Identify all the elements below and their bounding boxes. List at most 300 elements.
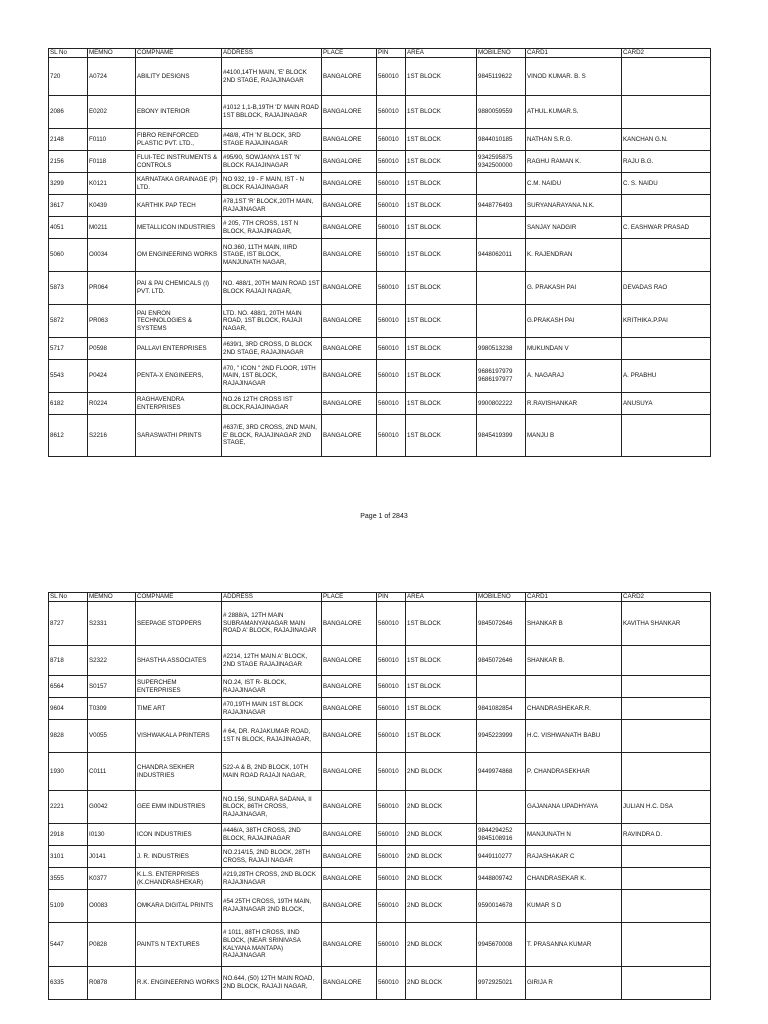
memno-cell: R0224 [88,393,136,415]
col-header-slno: SL No [49,593,88,602]
col-header-address: ADDRESS [222,49,322,58]
sl-no-cell: 3555 [49,868,88,890]
card2-cell: RAJU B.G. [622,151,711,173]
col-header-mobileno: MOBILENO [477,49,526,58]
pin-cell: 560010 [377,923,406,967]
memno-cell: G0042 [88,791,136,824]
card1-cell: H.C. VISHWANATH BABU [526,720,622,753]
mobileno-cell: 9980513238 [477,338,526,360]
compname-cell: KARTHIK PAP TECH [136,195,222,217]
card1-cell: RAJASHAKAR C [526,846,622,868]
area-cell: 2ND BLOCK [406,824,477,846]
table-row [49,58,711,96]
memno-cell: K0439 [88,195,136,217]
sl-no-cell: 6335 [49,967,88,1000]
area-cell: 2ND BLOCK [406,753,477,791]
col-header-pin: PIN [377,49,406,58]
compname-cell: SHASTHA ASSOCIATES [136,646,222,676]
place-cell: BANGALORE [322,791,377,824]
card2-cell: DEVADAS RAO [622,272,711,305]
card2-cell: C. S. NAIDU [622,173,711,195]
members-table-page1 [48,48,711,457]
pin-cell: 560010 [377,96,406,129]
area-cell: 1ST BLOCK [406,415,477,457]
place-cell: BANGALORE [322,676,377,698]
area-cell: 1ST BLOCK [406,338,477,360]
address-cell: 522-A & B, 2ND BLOCK, 10TH MAIN ROAD RAJAJI NAGAR, [222,753,322,791]
sl-no-cell: 3101 [49,846,88,868]
pin-cell: 560010 [377,676,406,698]
place-cell: BANGALORE [322,602,377,646]
memno-cell: M0211 [88,217,136,239]
memno-cell: C0111 [88,753,136,791]
area-cell: 1ST BLOCK [406,676,477,698]
memno-cell: S2331 [88,602,136,646]
sl-no-cell: 8727 [49,602,88,646]
mobileno-cell [477,173,526,195]
col-header-card2: CARD2 [622,49,711,58]
place-cell: BANGALORE [322,129,377,151]
address-cell: # 205, 7TH CROSS, 1ST N BLOCK, RAJAJINAGAR, [222,217,322,239]
pin-cell: 560010 [377,173,406,195]
memno-cell: S2216 [88,415,136,457]
address-cell: #639/1, 3RD CROSS, D BLOCK 2ND STAGE, RAJAJINAGAR [222,338,322,360]
pin-cell: 560010 [377,602,406,646]
card2-cell [622,646,711,676]
pin-cell: 560010 [377,151,406,173]
card2-cell [622,890,711,923]
pin-cell: 560010 [377,195,406,217]
card2-cell [622,720,711,753]
mobileno-cell [477,676,526,698]
mobileno-cell: 9342595875 9342500000 [477,151,526,173]
area-cell: 1ST BLOCK [406,129,477,151]
address-cell: #1012 1,1-B,19TH 'D' MAIN ROAD 1ST BBLOCK, RAJAJINAGAR [222,96,322,129]
table-row [49,753,711,791]
card1-cell: RAGHU RAMAN K. [526,151,622,173]
place-cell: BANGALORE [322,720,377,753]
area-cell: 2ND BLOCK [406,967,477,1000]
memno-cell: J0141 [88,846,136,868]
compname-cell: R.K. ENGINEERING WORKS [136,967,222,1000]
table-row [49,338,711,360]
card2-cell: KAVITHA SHANKAR [622,602,711,646]
card1-cell: GAJANANA UPADHYAYA [526,791,622,824]
card2-cell [622,753,711,791]
sl-no-cell: 4051 [49,217,88,239]
card1-cell: CHANDRASHEKAR.R. [526,698,622,720]
card2-cell [622,676,711,698]
area-cell: 2ND BLOCK [406,923,477,967]
area-cell: 1ST BLOCK [406,698,477,720]
mobileno-cell: 9945223999 [477,720,526,753]
mobileno-cell: 9845072646 [477,602,526,646]
table-row [49,151,711,173]
card2-cell: A. PRABHU [622,360,711,393]
card2-cell: KANCHAN G.N. [622,129,711,151]
card2-cell [622,868,711,890]
mobileno-cell [477,791,526,824]
col-header-compname: COMPNAME [136,49,222,58]
address-cell: #78,1ST 'R' BLOCK,20TH MAIN, RAJAJINAGAR [222,195,322,217]
card1-cell: T. PRASANNA KUMAR [526,923,622,967]
col-header-memno: MEMNO [88,49,136,58]
col-header-pin: PIN [377,593,406,602]
pin-cell: 560010 [377,868,406,890]
table-row [49,195,711,217]
card1-cell: R.RAVISHANKAR [526,393,622,415]
memno-cell: S0157 [88,676,136,698]
mobileno-cell: 9844010185 [477,129,526,151]
memno-cell: V0055 [88,720,136,753]
col-header-place: PLACE [322,593,377,602]
address-cell: NO.360, 11TH MAIN, IIIRD STAGE, IST BLOCK, MANJUNATH NAGAR, [222,239,322,272]
sl-no-cell: 5543 [49,360,88,393]
memno-cell: P0828 [88,923,136,967]
memno-cell: PR063 [88,305,136,338]
area-cell: 1ST BLOCK [406,393,477,415]
card1-cell: KUMAR S D [526,890,622,923]
address-cell: #95/90, SOWJANYA 1ST 'N' BLOCK RAJAJINAGAR [222,151,322,173]
compname-cell: J. R. INDUSTRIES [136,846,222,868]
sl-no-cell: 5873 [49,272,88,305]
table-row [49,646,711,676]
memno-cell: F0110 [88,129,136,151]
place-cell: BANGALORE [322,846,377,868]
address-cell: # 1011, 88TH CROSS, IIND BLOCK, (NEAR SRINIVASA KALYANA MANTAPA) RAJAJINAGAR [222,923,322,967]
area-cell: 1ST BLOCK [406,305,477,338]
memno-cell: PR064 [88,272,136,305]
card2-cell [622,195,711,217]
place-cell: BANGALORE [322,967,377,1000]
table-row [49,393,711,415]
pin-cell: 560010 [377,824,406,846]
area-cell: 2ND BLOCK [406,791,477,824]
mobileno-cell: 9449110277 [477,846,526,868]
compname-cell: RAGHAVENDRA ENTERPRISES [136,393,222,415]
card2-cell: KRITHIKA.P.PAI [622,305,711,338]
pin-cell: 560010 [377,791,406,824]
sl-no-cell: 8612 [49,415,88,457]
address-cell: #2214, 12TH MAIN A' BLOCK, 2ND STAGE RAJAJINAGAR [222,646,322,676]
compname-cell: OMKARA DIGITAL PRINTS [136,890,222,923]
table-row [49,923,711,967]
header-row [49,49,711,58]
card1-cell: VINOD KUMAR. B. S [526,58,622,96]
table-row [49,272,711,305]
memno-cell: E0202 [88,96,136,129]
card2-cell: RAVINDRA D. [622,824,711,846]
compname-cell: OM ENGINEERING WORKS [136,239,222,272]
sl-no-cell: 2156 [49,151,88,173]
card1-cell: SHANKAR B. [526,646,622,676]
compname-cell: SARASWATHI PRINTS [136,415,222,457]
mobileno-cell: 9945670008 [477,923,526,967]
table-row [49,698,711,720]
address-cell: #70, " ICON " 2ND FLOOR, 19TH MAIN, 1ST BLOCK, RAJAJINAGAR [222,360,322,393]
compname-cell: FLUI-TEC INSTRUMENTS & CONTROLS [136,151,222,173]
table-row [49,824,711,846]
mobileno-cell [477,272,526,305]
col-header-card1: CARD1 [526,593,622,602]
compname-cell: GEE EMM INDUSTRIES [136,791,222,824]
address-cell: NO 932, 19 - F MAIN, IST - N BLOCK RAJAJINAGAR [222,173,322,195]
compname-cell: KARNATAKA GRAINAGE (P) LTD. [136,173,222,195]
mobileno-cell: 9880059559 [477,96,526,129]
members-table-page2 [48,592,711,1000]
pin-cell: 560010 [377,272,406,305]
table-row [49,129,711,151]
mobileno-cell: 9841082854 [477,698,526,720]
memno-cell: P0598 [88,338,136,360]
area-cell: 1ST BLOCK [406,217,477,239]
table-row [49,96,711,129]
compname-cell: ABILITY DESIGNS [136,58,222,96]
mobileno-cell: 9972925021 [477,967,526,1000]
address-cell: NO.214/15, 2ND BLOCK, 28TH CROSS, RAJAJI NAGAR [222,846,322,868]
memno-cell: K0377 [88,868,136,890]
area-cell: 1ST BLOCK [406,360,477,393]
card2-cell: C. EASHWAR PRASAD [622,217,711,239]
table-row [49,967,711,1000]
card2-cell [622,338,711,360]
sl-no-cell: 1930 [49,753,88,791]
table-row [49,868,711,890]
compname-cell: SEEPAGE STOPPERS [136,602,222,646]
col-header-card2: CARD2 [622,593,711,602]
sl-no-cell: 8718 [49,646,88,676]
pin-cell: 560010 [377,967,406,1000]
compname-cell: PAINTS N TEXTURES [136,923,222,967]
place-cell: BANGALORE [322,415,377,457]
mobileno-cell: 9900802222 [477,393,526,415]
card1-cell: K. RAJENDRAN [526,239,622,272]
sl-no-cell: 5717 [49,338,88,360]
area-cell: 1ST BLOCK [406,646,477,676]
card1-cell: CHANDRASEKAR K. [526,868,622,890]
mobileno-cell: 9449974868 [477,753,526,791]
card2-cell [622,96,711,129]
table-row [49,846,711,868]
address-cell: #70,19TH MAIN 1ST BLOCK RAJAJINAGAR [222,698,322,720]
address-cell: # 64, DR. RAJAKUMAR ROAD, 1ST N BLOCK, RAJAJINAGAR, [222,720,322,753]
mobileno-cell: 9448809742 [477,868,526,890]
memno-cell: A0724 [88,58,136,96]
col-header-compname: COMPNAME [136,593,222,602]
card1-cell: G.PRAKASH PAI [526,305,622,338]
sl-no-cell: 2086 [49,96,88,129]
sl-no-cell: 6182 [49,393,88,415]
compname-cell: PAI ENRON TECHNOLOGIES & SYSTEMS [136,305,222,338]
pin-cell: 560010 [377,646,406,676]
sl-no-cell: 9828 [49,720,88,753]
place-cell: BANGALORE [322,824,377,846]
header-row [49,593,711,602]
compname-cell: PALLAVI ENTERPRISES [136,338,222,360]
col-header-slno: SL No [49,49,88,58]
table-row [49,360,711,393]
card1-cell: A. NAGARAJ [526,360,622,393]
place-cell: BANGALORE [322,868,377,890]
address-cell: #48/8, 4TH 'N' BLOCK, 3RD STAGE RAJAJINAGAR [222,129,322,151]
compname-cell: ICON INDUSTRIES [136,824,222,846]
area-cell: 1ST BLOCK [406,239,477,272]
card1-cell [526,676,622,698]
sl-no-cell: 5060 [49,239,88,272]
compname-cell: TIME ART [136,698,222,720]
mobileno-cell: 9590014678 [477,890,526,923]
compname-cell: SUPERCHEM ENTERPRISES [136,676,222,698]
area-cell: 2ND BLOCK [406,868,477,890]
table-row [49,676,711,698]
place-cell: BANGALORE [322,360,377,393]
pin-cell: 560010 [377,393,406,415]
mobileno-cell: 9845419399 [477,415,526,457]
memno-cell: R0878 [88,967,136,1000]
compname-cell: K.L.S. ENTERPRISES (K.CHANDRASHEKAR) [136,868,222,890]
table-row [49,602,711,646]
memno-cell: K0121 [88,173,136,195]
sl-no-cell: 3299 [49,173,88,195]
memno-cell: T0309 [88,698,136,720]
card1-cell: MANJUNATH N [526,824,622,846]
memno-cell: S2322 [88,646,136,676]
place-cell: BANGALORE [322,239,377,272]
card2-cell [622,698,711,720]
card1-cell: P. CHANDRASEKHAR [526,753,622,791]
place-cell: BANGALORE [322,890,377,923]
sl-no-cell: 5109 [49,890,88,923]
table-row [49,720,711,753]
card1-cell: ATHUL.KUMAR.S. [526,96,622,129]
compname-cell: CHANDRA SEKHER INDUSTRIES [136,753,222,791]
pin-cell: 560010 [377,338,406,360]
compname-cell: EBONY INTERIOR [136,96,222,129]
pin-cell: 560010 [377,890,406,923]
mobileno-cell: 9686197979 9686197977 [477,360,526,393]
pin-cell: 560010 [377,305,406,338]
compname-cell: PAI & PAI CHEMICALS (I) PVT. LTD. [136,272,222,305]
mobileno-cell [477,217,526,239]
address-cell: #446/A, 38TH CROSS, 2ND BLOCK, RAJAJINAGAR [222,824,322,846]
card1-cell: MUKUNDAN V [526,338,622,360]
place-cell: BANGALORE [322,96,377,129]
table-row [49,173,711,195]
place-cell: BANGALORE [322,646,377,676]
sl-no-cell: 9604 [49,698,88,720]
mobileno-cell [477,305,526,338]
pin-cell: 560010 [377,360,406,393]
sl-no-cell: 5872 [49,305,88,338]
memno-cell: I0130 [88,824,136,846]
area-cell: 1ST BLOCK [406,272,477,305]
address-cell: #4100,14TH MAIN, 'E' BLOCK 2ND STAGE, RAJAJINAGAR [222,58,322,96]
pin-cell: 560010 [377,415,406,457]
pin-cell: 560010 [377,753,406,791]
address-cell: # 2888/A, 12TH MAIN SUBRAMANYANAGAR MAIN ROAD A' BLOCK, RAJAJINAGAR [222,602,322,646]
area-cell: 1ST BLOCK [406,151,477,173]
col-header-place: PLACE [322,49,377,58]
place-cell: BANGALORE [322,923,377,967]
table-row [49,217,711,239]
pin-cell: 560010 [377,129,406,151]
compname-cell: PENTA-X ENGINEERS, [136,360,222,393]
mobileno-cell: 9845072646 [477,646,526,676]
pin-cell: 560010 [377,698,406,720]
table-row [49,305,711,338]
col-header-card1: CARD1 [526,49,622,58]
address-cell: NO. 488/1, 20TH MAIN ROAD 1ST BLOCK RAJAJI NAGAR, [222,272,322,305]
sl-no-cell: 720 [49,58,88,96]
pin-cell: 560010 [377,58,406,96]
mobileno-cell: 9448776493 [477,195,526,217]
col-header-area: AREA [406,593,477,602]
address-cell: NO.26 12TH CROSS IST BLOCK,RAJAJINAGAR [222,393,322,415]
col-header-memno: MEMNO [88,593,136,602]
memno-cell: P0424 [88,360,136,393]
card1-cell: SHANKAR B [526,602,622,646]
table-row [49,239,711,272]
address-cell: #637/E, 3RD CROSS, 2ND MAIN, E' BLOCK, RAJAJINAGAR 2ND STAGE, [222,415,322,457]
mobileno-cell: 9845119622 [477,58,526,96]
address-cell: #54 25TH CROSS, 19TH MAIN, RAJAJINAGAR 2ND BLOCK, [222,890,322,923]
card1-cell: SANJAY NADGIR [526,217,622,239]
area-cell: 1ST BLOCK [406,602,477,646]
card1-cell: MANJU B [526,415,622,457]
card2-cell [622,415,711,457]
place-cell: BANGALORE [322,698,377,720]
table-row [49,415,711,457]
address-cell: LTD. NO. 488/1, 20TH MAIN ROAD, 1ST BLOCK, RAJAJI NAGAR, [222,305,322,338]
card1-cell: G. PRAKASH PAI [526,272,622,305]
place-cell: BANGALORE [322,338,377,360]
pin-cell: 560010 [377,846,406,868]
table-row [49,791,711,824]
mobileno-cell: 9844294252 9845108916 [477,824,526,846]
col-header-address: ADDRESS [222,593,322,602]
compname-cell: FIBRO REINFORCED PLASTIC PVT. LTD., [136,129,222,151]
card1-cell: GIRIJA R [526,967,622,1000]
compname-cell: VISHWAKALA PRINTERS [136,720,222,753]
address-cell: NO.644, (50) 12TH MAIN ROAD, 2ND BLOCK, RAJAJI NAGAR, [222,967,322,1000]
sl-no-cell: 2148 [49,129,88,151]
place-cell: BANGALORE [322,217,377,239]
place-cell: BANGALORE [322,393,377,415]
memno-cell: F0118 [88,151,136,173]
sl-no-cell: 2221 [49,791,88,824]
table-row [49,890,711,923]
address-cell: #219,28TH CROSS, 2ND BLOCK RAJAJINAGAR [222,868,322,890]
card2-cell [622,923,711,967]
place-cell: BANGALORE [322,272,377,305]
col-header-area: AREA [406,49,477,58]
card1-cell: NATHAN S.R.G. [526,129,622,151]
sl-no-cell: 5447 [49,923,88,967]
area-cell: 2ND BLOCK [406,846,477,868]
mobileno-cell: 9448062011 [477,239,526,272]
compname-cell: METALLICON INDUSTRIES [136,217,222,239]
card2-cell: ANUSUYA [622,393,711,415]
card1-cell: SURYANARAYANA.N.K. [526,195,622,217]
address-cell: NO.156, SUNDARA SADANA, II BLOCK, 86TH CROSS, RAJAJINAGAR, [222,791,322,824]
address-cell: NO.24, IST R- BLOCK, RAJAJINAGAR [222,676,322,698]
col-header-mobileno: MOBILENO [477,593,526,602]
pin-cell: 560010 [377,239,406,272]
card2-cell [622,58,711,96]
sl-no-cell: 6564 [49,676,88,698]
page-number: Page 1 of 2843 [360,513,408,520]
pin-cell: 560010 [377,217,406,239]
